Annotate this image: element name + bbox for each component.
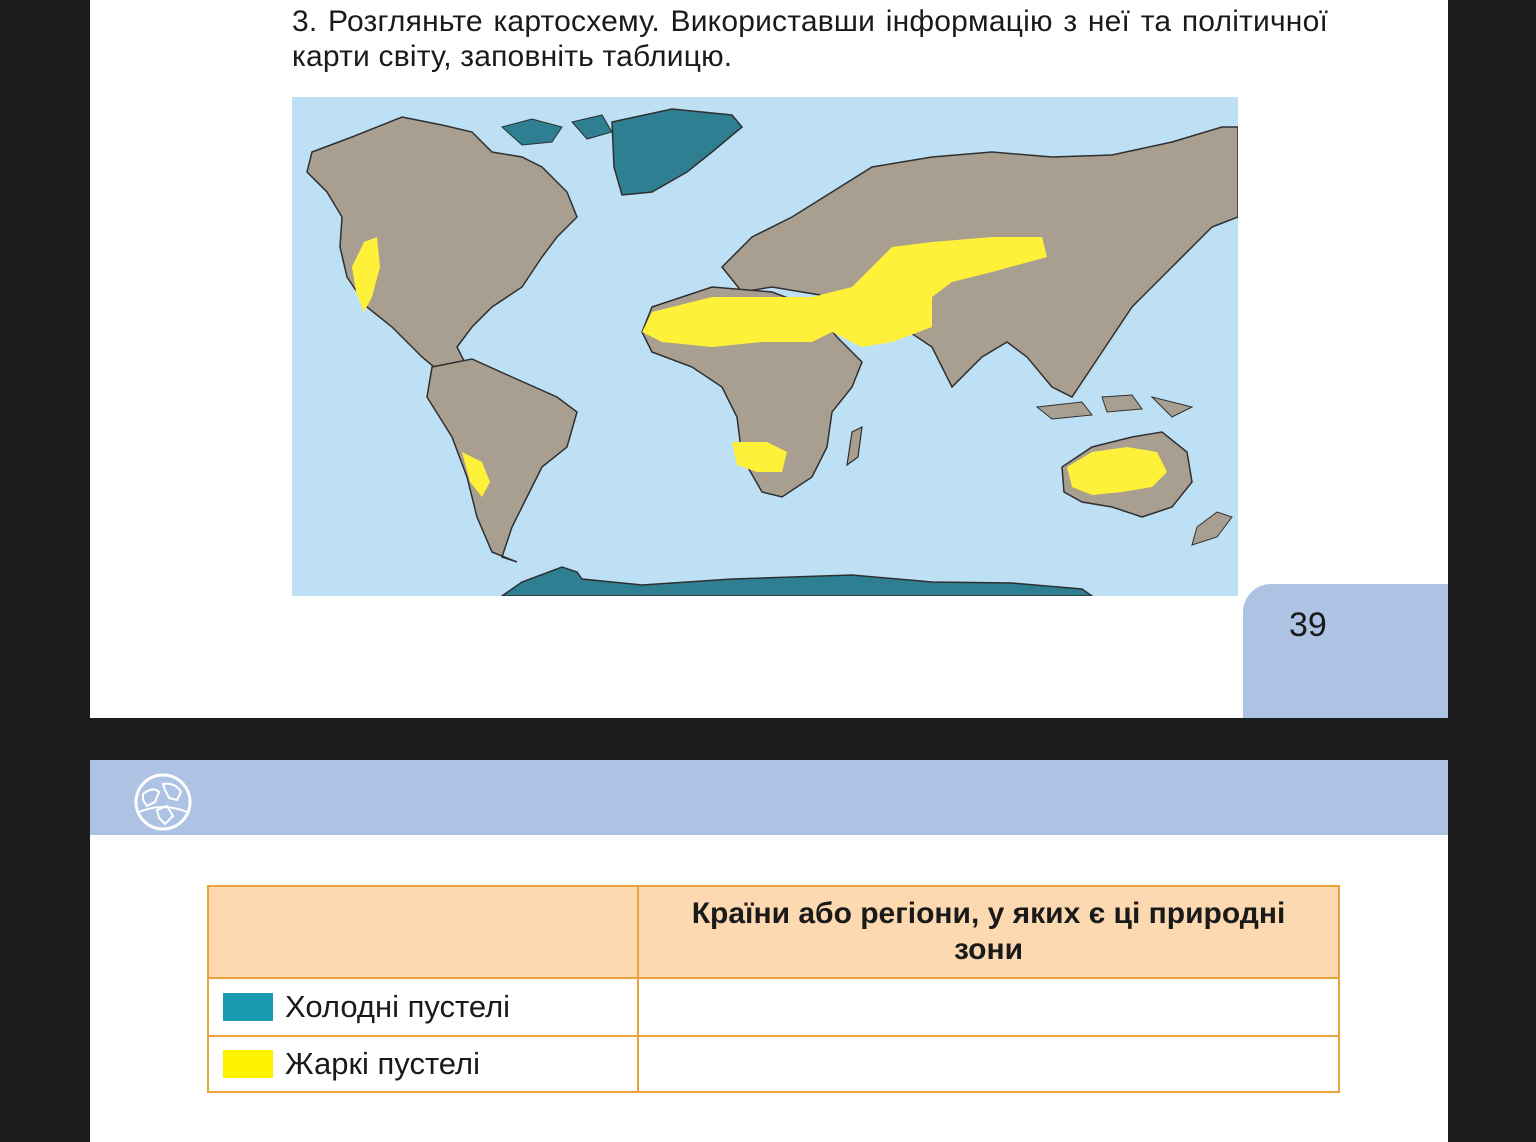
desert-zones-table (207, 885, 1340, 1093)
answer-cell-cold[interactable] (638, 978, 1339, 1036)
task-text: 3. Розгляньте картосхему. Використавши інформацію з неї та політичної карти світу, заповніть таблицю. (292, 5, 1328, 73)
textbook-page-bottom (90, 760, 1448, 1142)
table-header-regions: Країни або регіони, у яких є ці природні зони (638, 886, 1339, 978)
row-label-cell (208, 978, 638, 1036)
page-number-tab (1243, 584, 1448, 718)
world-desert-map (292, 97, 1238, 596)
hot-desert-swatch (223, 1050, 273, 1078)
table-row (208, 978, 1339, 1036)
section-header-band (90, 760, 1448, 835)
table-header-row (208, 886, 1339, 978)
cold-desert-swatch (223, 993, 273, 1021)
row-label: Жаркі пустелі (285, 1046, 480, 1081)
page-number: 39 (1289, 606, 1327, 644)
row-label: Холодні пустелі (285, 989, 511, 1024)
table-row (208, 1036, 1339, 1092)
globe-icon (133, 772, 193, 832)
answer-cell-hot[interactable] (638, 1036, 1339, 1092)
table-header-empty (208, 886, 638, 978)
textbook-page-top (90, 0, 1448, 718)
row-label-cell (208, 1036, 638, 1092)
